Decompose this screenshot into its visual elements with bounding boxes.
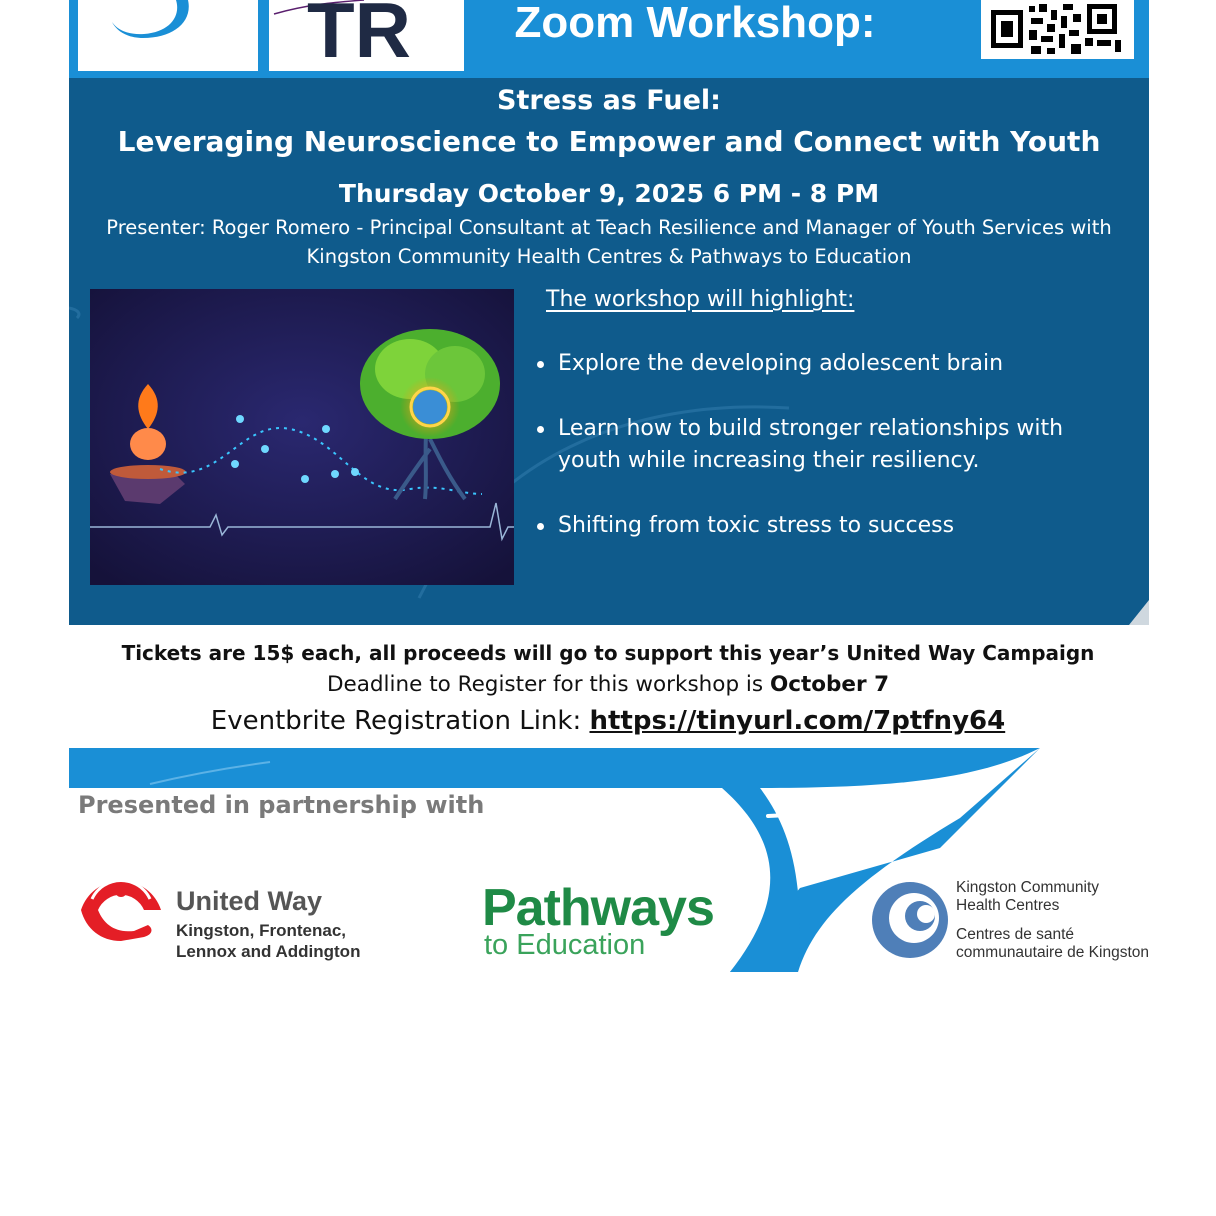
event-date-time: Thursday October 9, 2025 6 PM - 8 PM xyxy=(338,179,880,208)
workshop-illustration xyxy=(90,289,514,585)
kchc-french-line-1: Centres de santé xyxy=(956,926,1075,943)
united-way-name: United Way xyxy=(176,886,323,916)
presenter-line-2: Kingston Community Health Centres & Pathways to Education xyxy=(306,245,912,268)
registration-link[interactable]: https://tinyurl.com/7ptfny64 xyxy=(589,706,1006,736)
tickets-info: Tickets are 15$ each, all proceeds will go to support this year’s United Way Campaign xyxy=(121,641,1095,665)
kchc-logo xyxy=(868,876,1158,966)
registration-deadline xyxy=(0,671,1216,699)
header-title: Zoom Workshop: xyxy=(514,0,876,47)
tr-logo-icon xyxy=(269,0,464,71)
partnership-heading: Presented in partnership with xyxy=(78,791,485,819)
kchc-name-line-2: Health Centres xyxy=(956,897,1060,914)
teach-resilience-logo xyxy=(269,0,464,71)
highlight-item: Learn how to build stronger relationships with youth while increasing their resiliency. xyxy=(537,413,1128,477)
swoosh-logo-icon xyxy=(78,0,258,71)
united-way-region-line-2: Lennox and Addington xyxy=(176,942,361,961)
qr-code-icon xyxy=(981,0,1134,59)
highlight-item: Shifting from toxic stress to success xyxy=(537,510,1128,542)
qr-code[interactable] xyxy=(981,0,1134,59)
tr-logo-text: TR xyxy=(307,0,411,71)
pathways-tagline: to Education xyxy=(484,929,646,961)
united-way-region-line-1: Kingston, Frontenac, xyxy=(176,921,346,940)
registration-label: Eventbrite Registration Link: xyxy=(210,706,590,736)
united-way-hand-icon xyxy=(76,855,166,945)
organization-logo-left xyxy=(78,0,258,71)
presenter-line-1: Presenter: Roger Romero - Principal Consultant at Teach Resilience and Manager of Youth Services with xyxy=(106,216,1112,239)
brain-tree-illustration-icon xyxy=(90,289,514,585)
pathways-logo xyxy=(482,878,762,968)
kchc-french-line-2: communautaire de Kingston xyxy=(956,944,1150,961)
kchc-name-line-1: Kingston Community xyxy=(956,879,1100,896)
kchc-circle-icon xyxy=(868,876,952,960)
deadline-date: October 7 xyxy=(769,672,890,697)
highlight-item: Explore the developing adolescent brain xyxy=(537,348,1128,380)
registration-link-line xyxy=(0,704,1216,738)
deadline-prefix: Deadline to Register for this workshop is xyxy=(326,672,770,697)
talk-title-line-2: Leveraging Neuroscience to Empower and Connect with Youth xyxy=(117,125,1101,158)
united-way-logo xyxy=(76,855,376,965)
highlights-heading: The workshop will highlight: xyxy=(546,287,855,312)
talk-title-line-1: Stress as Fuel: xyxy=(497,85,721,116)
pathways-name: Pathways xyxy=(482,879,714,937)
